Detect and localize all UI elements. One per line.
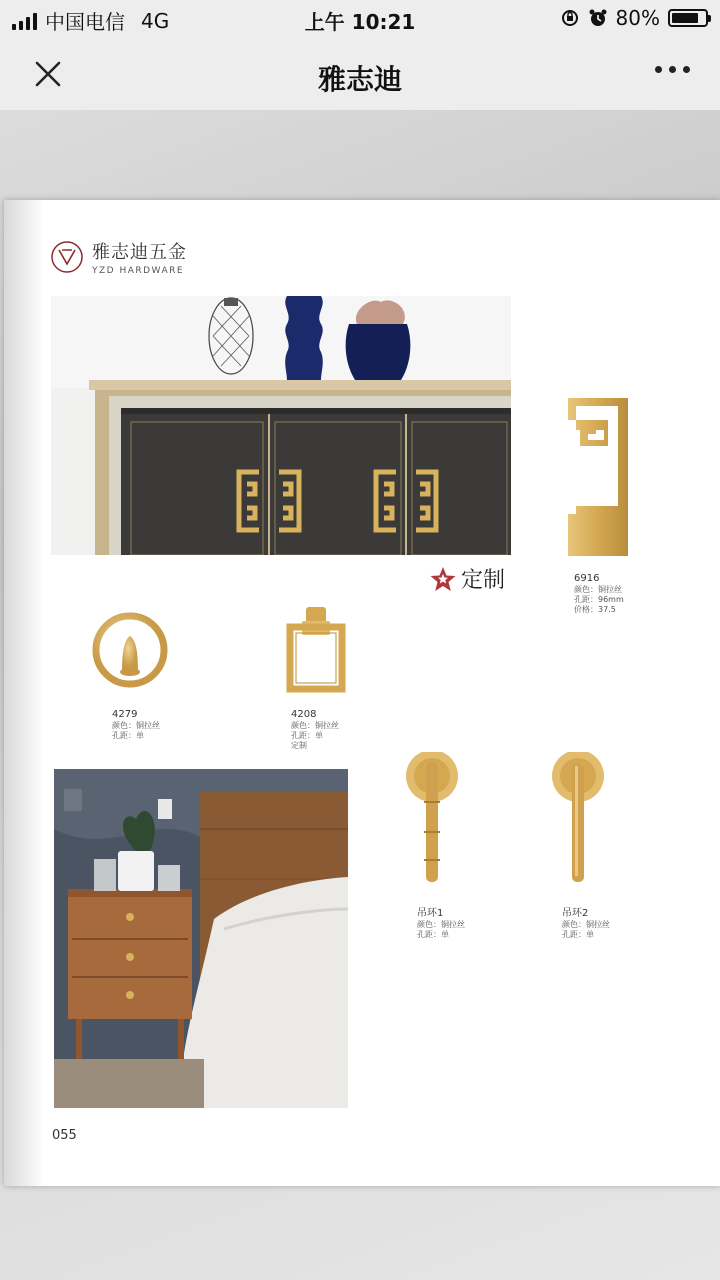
product-spacing: 孔距：单 xyxy=(112,731,144,740)
product-spacing: 孔距：单 xyxy=(417,930,449,939)
pendant-ring-2-image xyxy=(548,752,608,884)
product-color: 颜色：铜拉丝 xyxy=(562,920,610,929)
product-4208-caption xyxy=(291,709,339,751)
product-4279-caption xyxy=(112,709,160,741)
rotation-lock-icon xyxy=(560,8,580,28)
pendant-ring-2-caption xyxy=(562,908,610,940)
battery-icon xyxy=(668,9,708,27)
product-price: 价格：37.5 xyxy=(574,605,616,614)
status-bar xyxy=(0,0,720,38)
brand-name-en: YZD HARDWARE xyxy=(92,266,185,276)
product-color: 颜色：铜拉丝 xyxy=(574,585,622,594)
product-code: 吊环1 xyxy=(417,908,444,919)
product-6916-image xyxy=(566,396,634,558)
pendant-ring-1-caption xyxy=(417,908,465,940)
page-number: 055 xyxy=(52,1128,77,1143)
product-code: 6916 xyxy=(574,573,600,584)
product-4208-image xyxy=(286,605,346,693)
logo-mark-icon xyxy=(50,240,84,274)
status-right xyxy=(560,6,708,30)
product-code: 4279 xyxy=(112,709,138,720)
carrier-label: 中国电信 xyxy=(45,10,125,34)
product-spacing: 孔距：96mm xyxy=(574,595,624,604)
pendant-ring-1-image xyxy=(402,752,462,884)
cabinet-photo xyxy=(51,296,511,555)
network-label: 4G xyxy=(141,8,170,33)
product-color: 颜色：铜拉丝 xyxy=(112,721,160,730)
product-spacing: 孔距：单 xyxy=(562,930,594,939)
battery-percent: 80% xyxy=(615,6,660,30)
product-spacing: 孔距：单 xyxy=(291,731,323,740)
brand-name-cn: 雅志迪五金 xyxy=(92,242,187,263)
bedroom-photo xyxy=(54,769,348,1108)
product-color: 颜色：铜拉丝 xyxy=(417,920,465,929)
nav-bar xyxy=(0,38,720,110)
product-4279-image xyxy=(92,612,168,688)
status-time: 上午 10:21 xyxy=(304,10,416,34)
product-note: 定制 xyxy=(291,741,307,750)
catalog-page[interactable] xyxy=(4,200,720,1186)
product-code: 4208 xyxy=(291,709,317,720)
custom-tag xyxy=(429,563,505,594)
alarm-icon xyxy=(588,8,608,28)
custom-label: 定制 xyxy=(461,568,506,593)
more-icon[interactable] xyxy=(655,66,690,73)
star-icon xyxy=(429,565,457,593)
brand-logo xyxy=(50,238,187,276)
product-6916-caption xyxy=(574,573,624,615)
nav-title: 雅志迪 xyxy=(317,63,402,96)
product-code: 吊环2 xyxy=(562,908,589,919)
product-color: 颜色：铜拉丝 xyxy=(291,721,339,730)
page-gutter xyxy=(4,200,44,1186)
